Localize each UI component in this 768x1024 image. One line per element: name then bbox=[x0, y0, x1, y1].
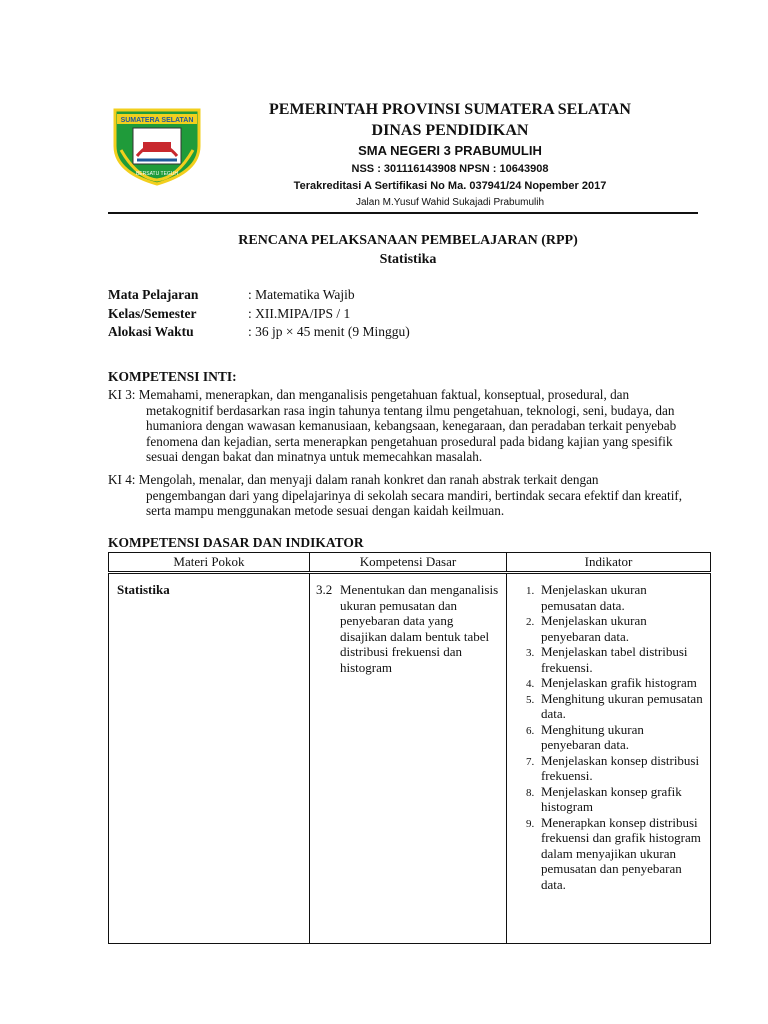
table-header-row bbox=[109, 553, 711, 573]
meta-label: Alokasi Waktu bbox=[108, 324, 194, 339]
column-header-materi: Materi Pokok bbox=[109, 553, 310, 573]
meta-value: : Matematika Wajib bbox=[248, 287, 355, 302]
kompetensi-inti-heading: KOMPETENSI INTI: bbox=[108, 369, 237, 384]
header-nss-npsn: NSS : 301116143908 NPSN : 10643908 bbox=[351, 163, 549, 175]
ki4-paragraph bbox=[108, 472, 708, 519]
list-item: 3. Menjelaskan tabel distribusi frekuensi. bbox=[537, 644, 704, 675]
indikator-list bbox=[513, 582, 704, 892]
header-government: PEMERINTAH PROVINSI SUMATERA SELATAN bbox=[269, 101, 631, 118]
column-header-kd: Kompetensi Dasar bbox=[310, 553, 507, 573]
materi-pokok: Statistika bbox=[117, 582, 170, 597]
header-accreditation: Terakreditasi A Sertifikasi No Ma. 037941/24 Nopember 2017 bbox=[293, 180, 607, 192]
ki3-rest: metakognitif berdasarkan rasa ingin tahunya tentang ilmu pengetahuan, teknologi, seni, budaya, dan humaniora dengan wawasan kemanusiaan, kebangsaan, kenegaraan, dan peradaban terkait penyebab fenomena dan kejadian, serta menerapkan pengetahuan prosedural pada bidang kajian yang spesifik sesuai dengan bakat dan minatnya untuk memecahkan masalah. bbox=[146, 402, 677, 464]
list-item: 6. Menghitung ukuran penyebaran data. bbox=[537, 722, 704, 753]
kd-table bbox=[108, 552, 711, 944]
header-divider bbox=[108, 212, 698, 214]
cell-materi bbox=[109, 573, 310, 944]
logo-top-text: SUMATERA SELATAN bbox=[120, 117, 194, 124]
logo-bottom-text: BERSATU TEGUH bbox=[135, 171, 179, 177]
list-item: 8. Menjelaskan konsep grafik histogram bbox=[537, 784, 704, 815]
cell-kd bbox=[310, 573, 507, 944]
sumsel-emblem-logo bbox=[107, 106, 207, 186]
meta-value: : XII.MIPA/IPS / 1 bbox=[248, 306, 351, 321]
header-address: Jalan M.Yusuf Wahid Sukajadi Prabumulih bbox=[355, 197, 545, 208]
list-item: 4. Menjelaskan grafik histogram bbox=[537, 675, 704, 691]
list-item: 5. Menghitung ukuran pemusatan data. bbox=[537, 691, 704, 722]
list-item: 2. Menjelaskan ukuran penyebaran data. bbox=[537, 613, 704, 644]
header-department: DINAS PENDIDIKAN bbox=[371, 122, 529, 139]
meta-value: : 36 jp × 45 menit (9 Minggu) bbox=[248, 324, 410, 339]
ki3-paragraph bbox=[108, 387, 708, 465]
kd-number: 3.2 bbox=[316, 582, 333, 597]
meta-label: Mata Pelajaran bbox=[108, 287, 199, 302]
column-header-indikator: Indikator bbox=[506, 553, 710, 573]
ki4-lead: KI 4: Mengolah, menalar, dan menyaji dalam ranah konkret dan ranah abstrak terkait dengan bbox=[108, 472, 599, 487]
meta-label: Kelas/Semester bbox=[108, 306, 197, 321]
list-item: 7. Menjelaskan konsep distribusi frekuensi. bbox=[537, 753, 704, 784]
document-title: RENCANA PELAKSANAAN PEMBELAJARAN (RPP) bbox=[238, 233, 578, 248]
header-school: SMA NEGERI 3 PRABUMULIH bbox=[358, 143, 542, 158]
table-row bbox=[109, 573, 711, 944]
ki3-lead: KI 3: Memahami, menerapkan, dan menganalisis pengetahuan faktual, konseptual, prosedural, dan bbox=[108, 387, 630, 402]
list-item: 9. Menerapkan konsep distribusi frekuensi dan grafik histogram dalam menyajikan ukuran pemusatan dan penyebaran data. bbox=[537, 815, 704, 893]
ki4-rest: pengembangan dari yang dipelajarinya di sekolah secara mandiri, bertindak secara efektif dan kreatif, serta mampu menggunakan metode sesuai dengan kaidah keilmuan. bbox=[146, 487, 683, 518]
cell-indikator bbox=[506, 573, 710, 944]
list-item: 1. Menjelaskan ukuran pemusatan data. bbox=[537, 582, 704, 613]
kd-text: Menentukan dan menganalisis ukuran pemusatan dan penyebaran data yang disajikan dalam bentuk tabel distribusi frekuensi dan histogram bbox=[340, 582, 499, 675]
document-subtitle: Statistika bbox=[379, 252, 437, 267]
kd-heading: KOMPETENSI DASAR DAN INDIKATOR bbox=[108, 535, 364, 550]
